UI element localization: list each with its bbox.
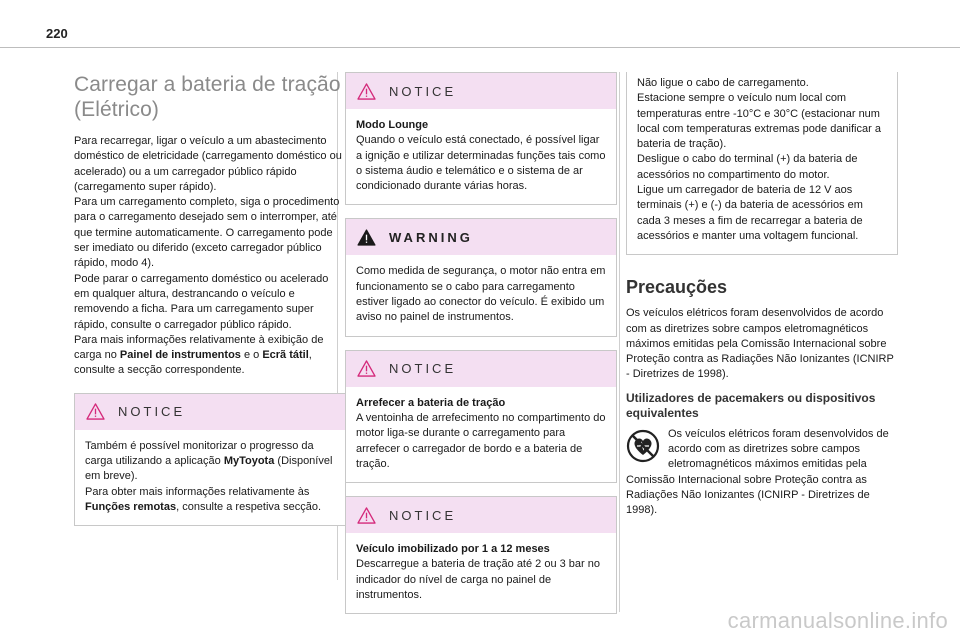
notice-header <box>346 497 616 533</box>
paragraph: Para um carregamento completo, siga o procedimento para o carregamento desejado sem o interromper, até que termine automaticamente. O carregamento pode ser imediato ou diferido (exceto carregador público rápido, modo 4). <box>74 196 340 270</box>
notice-header <box>346 73 616 109</box>
notice-header <box>346 351 616 387</box>
pacemaker-title: Utilizadores de pacemakers ou dispositivos equivalentes <box>626 390 876 420</box>
notice-body <box>75 430 345 525</box>
notice-label: NOTICE <box>389 507 457 523</box>
notice-body <box>346 533 616 613</box>
paragraph: Pode parar o carregamento doméstico ou acelerado em qualquer altura, destrancando o veículo e removendo a ficha. Para um carregamento super rápido, consulte o carregador público rápido. <box>74 272 329 331</box>
precautions-title: Precauções <box>626 277 728 298</box>
notice-line: Não ligue o cabo de carregamento. <box>637 77 809 89</box>
warning-triangle-icon <box>357 507 376 524</box>
text-run: Para mais informações relativamente à exibição de carga no <box>74 333 324 362</box>
warning-triangle-icon <box>357 229 376 246</box>
notice-box <box>74 393 346 526</box>
pacemaker-text: Os veículos elétricos foram desenvolvidos de acordo com as diretrizes sobre campos eletromagnéticos máximos emitidas pela Comissão Internacional sobre Proteção contra as Radiações Não Ionizantes (ICNIRP - Diretrizes de 1998). <box>626 427 889 517</box>
notice-text: Quando o veículo está conectado, é possível ligar a ignição e utilizar determinadas funções tais como o sistema áudio e telemático e o sistema de ar condicionado durante várias horas. <box>356 134 606 193</box>
notice-body <box>627 72 897 254</box>
warning-body: Como medida de segurança, o motor não entra em funcionamento se o cabo para carregamento estiver ligado ao conector do veículo. É exibido um aviso no painel de instrumentos. <box>356 265 606 324</box>
bold-term: Funções remotas <box>85 500 177 513</box>
notice-heading: Arrefecer a bateria de tração <box>356 396 506 409</box>
notice-label: NOTICE <box>389 361 457 377</box>
notice-box <box>345 496 617 614</box>
bold-term: Painel de instrumentos <box>119 349 241 362</box>
page-number: 220 <box>46 26 68 41</box>
app-name: MyToyota <box>223 455 275 468</box>
notice-body <box>346 387 616 482</box>
notice-line: Desligue o cabo do terminal (+) da bateria de acessórios no compartimento do motor. <box>637 153 858 181</box>
pacemaker-section <box>626 427 897 519</box>
text-run: Também é possível monitorizar o progresso da carga utilizando a aplicação <box>85 439 314 468</box>
notice-header <box>75 394 345 430</box>
column-middle <box>345 72 616 614</box>
notice-text: A ventoinha de arrefecimento no compartimento do motor liga-se durante o carregamento para arrefecer o carregador de bordo e a bateria de tração. <box>356 411 606 470</box>
warning-triangle-icon <box>357 360 376 377</box>
column-left <box>74 72 345 526</box>
notice-heading: Modo Lounge <box>356 119 429 131</box>
warning-header <box>346 219 616 255</box>
column-divider <box>619 72 620 612</box>
notice-heading: Veículo imobilizado por 1 a 12 meses <box>356 543 550 556</box>
text-run: e o <box>240 349 263 362</box>
notice-text: Descarregue a bateria de tração até 2 ou 3 bar no indicador do nível de carga no painel de instrumentos. <box>356 558 600 602</box>
warning-triangle-icon <box>357 83 376 100</box>
notice-box <box>345 350 617 483</box>
intro-text <box>74 134 345 379</box>
notice-label: NOTICE <box>118 404 186 420</box>
text-run: (Disponível em breve). <box>85 455 333 483</box>
notice-box <box>345 72 617 205</box>
text-run: Para obter mais informações relativamente às <box>85 485 310 498</box>
notice-label: NOTICE <box>389 83 457 99</box>
paragraph <box>74 333 345 379</box>
pacemaker-prohibited-icon <box>626 429 662 463</box>
text-run: , consulte a secção correspondente. <box>74 349 312 377</box>
notice-line: Ligue um carregador de bateria de 12 V aos terminais (+) e (-) da bateria de acessórios em cada 3 meses a fim de recarregar a bateria de acessórios e manter uma voltagem funcional. <box>637 184 863 242</box>
warning-box <box>345 218 617 336</box>
warning-label: WARNING <box>389 229 473 245</box>
header-rule <box>0 47 960 48</box>
notice-line: Estacione sempre o veículo num local com temperaturas entre -10°C e 30°C (estacionar num local com temperaturas extremas pode danificar a bateria de tração). <box>637 92 881 151</box>
notice-body <box>346 109 616 204</box>
text-run: , consulte a respetiva secção. <box>176 500 322 513</box>
paragraph: Para recarregar, ligar o veículo a um abastecimento doméstico de eletricidade (carregamento doméstico ou acelerado) ou a um carregador público rápido (carregamento super rápido). <box>74 135 342 193</box>
footer-watermark[interactable]: carmanualsonline.info <box>727 608 948 633</box>
precautions-text: Os veículos elétricos foram desenvolvidos de acordo com as diretrizes sobre campos eletromagnéticos máximos emitidas pela Comissão Internacional sobre Proteção contra as Radiações Não Ionizantes (ICNIRP - Diretrizes de 1998). <box>626 307 894 381</box>
bold-term: Ecrã tátil <box>262 349 309 362</box>
column-right <box>626 72 897 519</box>
continued-notice-box <box>626 72 898 255</box>
section-title: Carregar a bateria de tração (Elétrico) <box>74 73 341 121</box>
warning-triangle-icon <box>86 403 105 420</box>
